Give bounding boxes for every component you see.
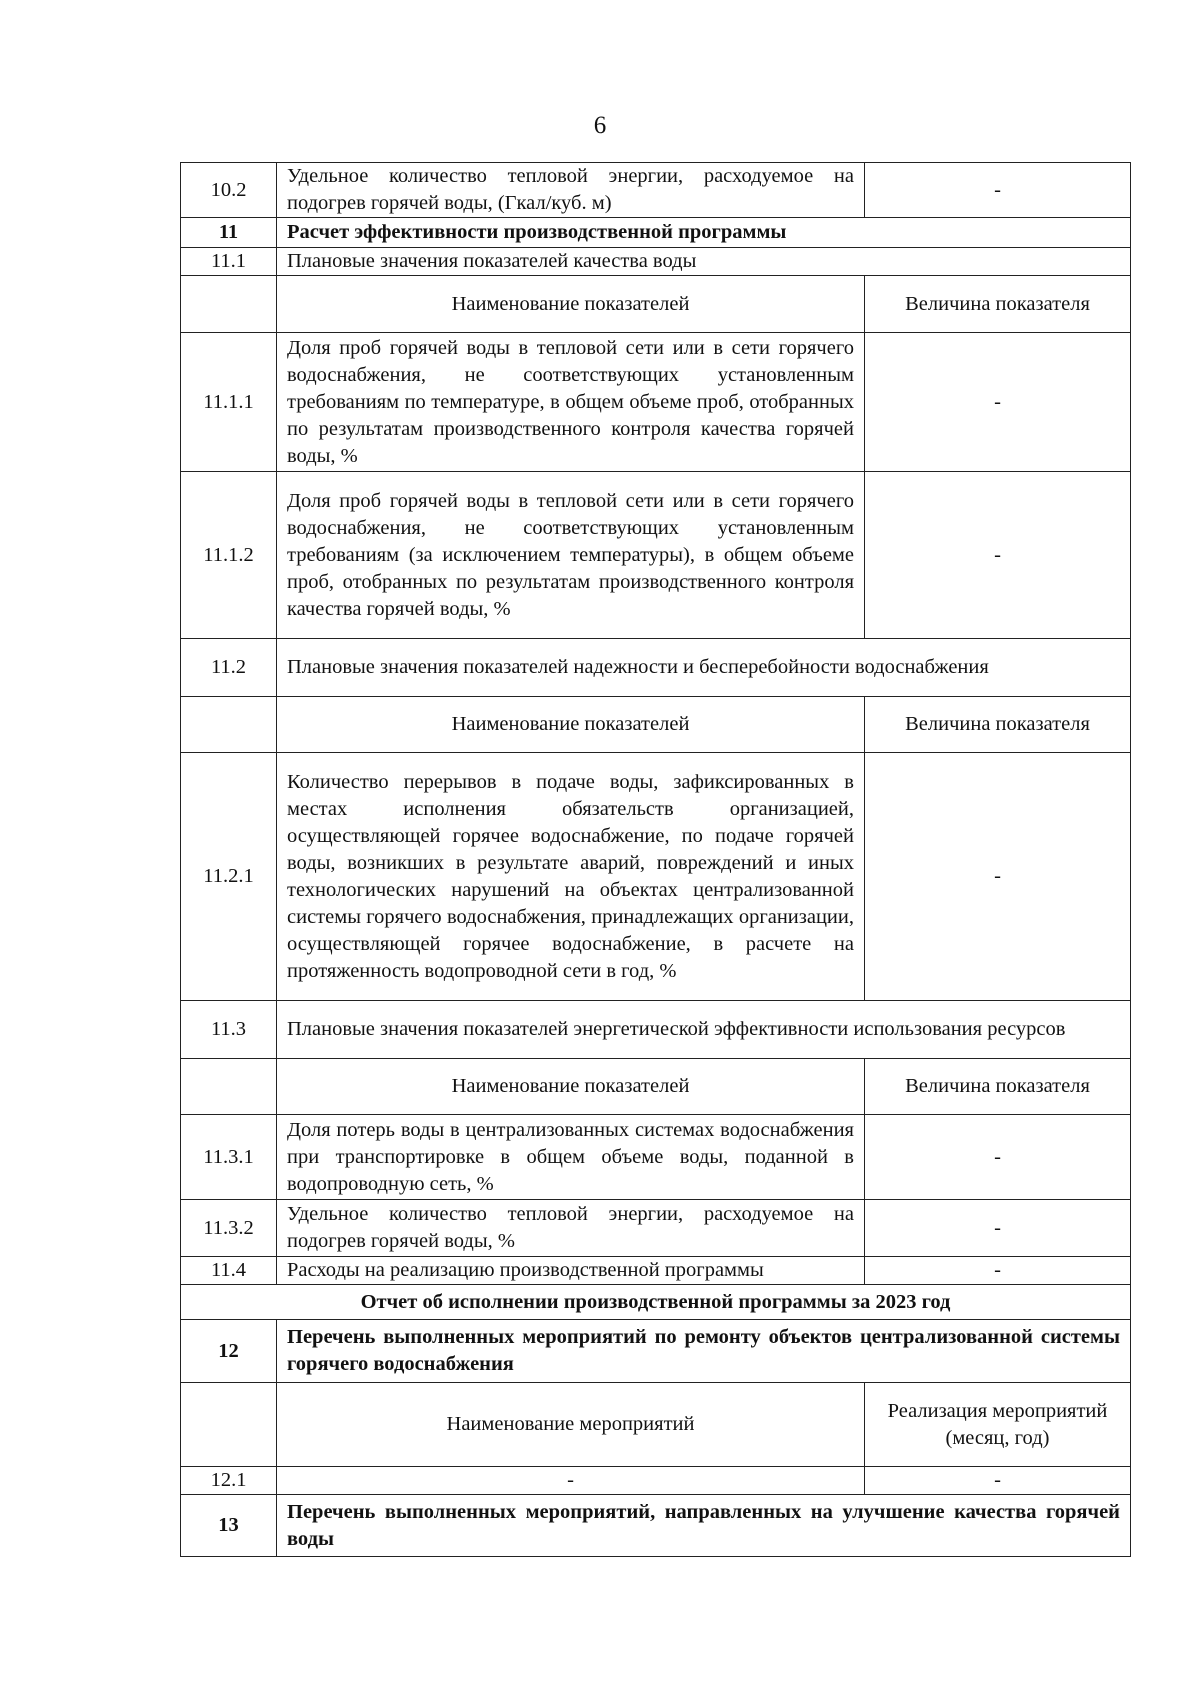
header-name: Наименование показателей [277,697,865,753]
row-value: - [865,163,1131,218]
row-value: - [865,333,1131,472]
row-text: - [277,1467,865,1495]
row-text: Расходы на реализацию производственной программы [277,1257,865,1285]
row-text: Удельное количество тепловой энергии, расходуемое на подогрев горячей воды, % [277,1200,865,1257]
header-value: Величина показателя [865,697,1131,753]
row-number: 11.3 [181,1001,277,1059]
header-row [181,697,1131,753]
table-row [181,753,1131,1001]
row-number: 11.3.2 [181,1200,277,1257]
row-number: 11.3.1 [181,1115,277,1200]
row-value: - [865,1115,1131,1200]
subsection-title: Плановые значения показателей качества воды [277,248,1131,276]
page-number: 6 [593,112,607,139]
empty-cell [181,276,277,333]
row-number: 11.2.1 [181,753,277,1001]
row-number: 11.1.1 [181,333,277,472]
row-number: 12.1 [181,1467,277,1495]
table-row [181,472,1131,639]
section-title: Перечень выполненных мероприятий, направленных на улучшение качества горячей воды [277,1495,1131,1557]
header-value: Величина показателя [865,276,1131,333]
row-text: Доля проб горячей воды в тепловой сети или в сети горячего водоснабжения, не соответствующих установленным требованиям (за исключением температуры), в общем объеме проб, отобранных по результатам производственного контроля качества горячей воды, % [277,472,865,639]
section-title: Перечень выполненных мероприятий по ремонту объектов централизованной системы горячего водоснабжения [277,1320,1131,1383]
table-row [181,1257,1131,1285]
report-title-row [181,1285,1131,1320]
row-value: - [865,472,1131,639]
header-name: Наименование показателей [277,276,865,333]
production-program-table [180,162,1131,1557]
section-row [181,1320,1131,1383]
header-name: Наименование показателей [277,1059,865,1115]
row-number: 11.1.2 [181,472,277,639]
row-number: 11.4 [181,1257,277,1285]
row-text: Количество перерывов в подаче воды, зафиксированных в местах исполнения обязательств организацией, осуществляющей горячее водоснабжение, по подаче горячей воды, возникших в результате аварий, повреждений и иных технологических нарушений на объектах централизованной системы горячего водоснабжения, принадлежащих организации, осуществляющей горячее водоснабжение, в расчете на протяженность водопроводной сети в год, % [277,753,865,1001]
table-row [181,1115,1131,1200]
header-value: Реализация мероприятий (месяц, год) [865,1383,1131,1467]
row-text: Удельное количество тепловой энергии, расходуемое на подогрев горячей воды, (Гкал/куб. м) [277,163,865,218]
row-number: 11.1 [181,248,277,276]
subsection-row [181,1001,1131,1059]
row-value: - [865,1200,1131,1257]
table-row [181,333,1131,472]
header-row [181,1383,1131,1467]
header-name: Наименование мероприятий [277,1383,865,1467]
table-row [181,1200,1131,1257]
section-row [181,218,1131,248]
header-value: Величина показателя [865,1059,1131,1115]
row-text: Доля потерь воды в централизованных системах водоснабжения при транспортировке в общем объеме воды, поданной в водопроводную сеть, % [277,1115,865,1200]
subsection-title: Плановые значения показателей энергетической эффективности использования ресурсов [277,1001,1131,1059]
row-number: 11.2 [181,639,277,697]
empty-cell [181,1059,277,1115]
subsection-row [181,248,1131,276]
table-row [181,163,1131,218]
report-title: Отчет об исполнении производственной программы за 2023 год [181,1285,1131,1320]
row-number: 13 [181,1495,277,1557]
row-number: 12 [181,1320,277,1383]
empty-cell [181,1383,277,1467]
section-title: Расчет эффективности производственной программы [277,218,1131,248]
subsection-title: Плановые значения показателей надежности и бесперебойности водоснабжения [277,639,1131,697]
row-value: - [865,1257,1131,1285]
row-number: 11 [181,218,277,248]
row-text: Доля проб горячей воды в тепловой сети или в сети горячего водоснабжения, не соответствующих установленным требованиям по температуре, в общем объеме проб, отобранных по результатам производственного контроля качества горячей воды, % [277,333,865,472]
section-row [181,1495,1131,1557]
table-row [181,1467,1131,1495]
row-value: - [865,1467,1131,1495]
empty-cell [181,697,277,753]
row-value: - [865,753,1131,1001]
header-row [181,1059,1131,1115]
subsection-row [181,639,1131,697]
row-number: 10.2 [181,163,277,218]
header-row [181,276,1131,333]
